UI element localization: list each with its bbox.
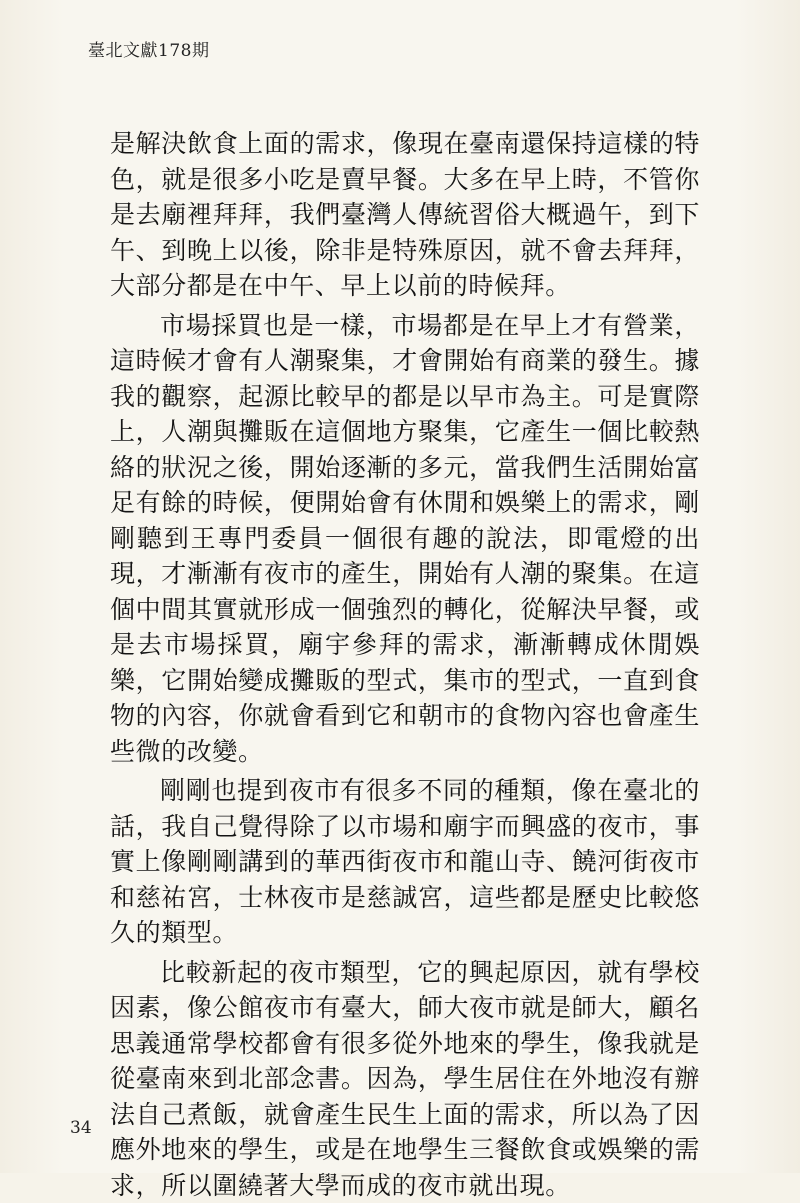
paragraph-2: 市場採買也是一樣，市場都是在早上才有營業，這時候才會有人潮聚集，才會開始有商業的發生。據我的觀察，起源比較早的都是以早市為主。可是實際上，人潮與攤販在這個地方聚集，它產生一個比較熱絡的狀況之後，開始逐漸的多元，當我們生活開始富足有餘的時候，便開始會有休閒和娛樂上的需求，剛剛聽到王專門委員一個很有趣的說法，即電燈的出現，才漸漸有夜市的產生，開始有人潮的聚集。在這個中間其實就形成一個強烈的轉化，從解決早餐，或是去市場採買，廟宇參拜的需求，漸漸轉成休閒娛樂，它開始變成攤販的型式，集市的型式，一直到食物的內容，你就會看到它和朝市的食物內容也會產生些微的改變。 xyxy=(110,308,700,770)
paragraph-3: 剛剛也提到夜市有很多不同的種類，像在臺北的話，我自己覺得除了以市場和廟宇而興盛的夜市，事實上像剛剛講到的華西街夜市和龍山寺、饒河街夜市和慈祐宮，士林夜市是慈誠宮，這些都是歷史比較悠久的類型。 xyxy=(110,773,700,951)
paragraph-1: 是解決飲食上面的需求，像現在臺南還保持這樣的特色，就是很多小吃是賣早餐。大多在早上時，不管你是去廟裡拜拜，我們臺灣人傳統習俗大概過午，到下午、到晚上以後，除非是特殊原因，就不會去拜拜，大部分都是在中午、早上以前的時候拜。 xyxy=(110,126,700,304)
page-number: 34 xyxy=(70,1118,92,1138)
paragraph-4: 比較新起的夜市類型，它的興起原因，就有學校因素，像公館夜市有臺大，師大夜市就是師大，顧名思義通常學校都會有很多從外地來的學生，像我就是從臺南來到北部念書。因為，學生居住在外地沒有辦法自己煮飯，就會產生民生上面的需求，所以為了因應外地來的學生，或是在地學生三餐飲食或娛樂的需求，所以圍繞著大學而成的夜市就出現。 xyxy=(110,955,700,1203)
running-header: 臺北文獻178期 xyxy=(88,36,209,61)
body-text xyxy=(110,126,700,1203)
